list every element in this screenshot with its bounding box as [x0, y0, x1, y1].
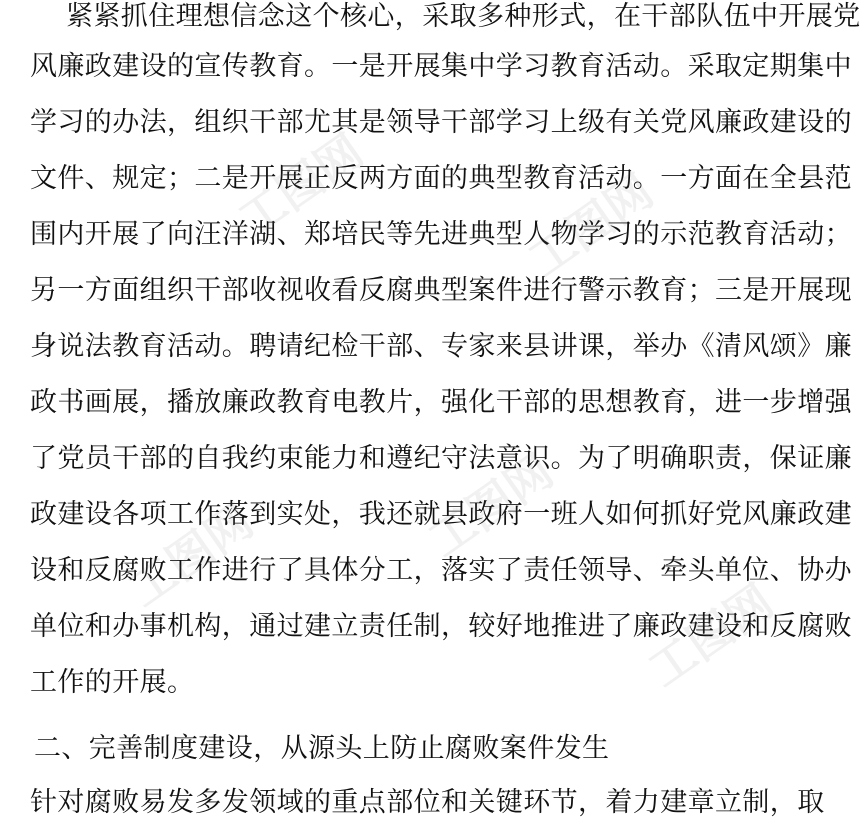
watermark-logo: 工图网 [418, 443, 563, 568]
paragraph-line: 围内开展了向汪洋湖、郑培民等先进典型人物学习的示范教育活动； [30, 219, 852, 250]
section-heading: 二、完善制度建设，从源头上防止腐败案件发生 [34, 733, 610, 764]
watermark-logo: 工图网 [118, 493, 263, 618]
paragraph-last-line: 工作的开展。 [30, 667, 195, 698]
paragraph-line: 政书画展，播放廉政教育电教片，强化干部的思想教育，进一步增强 [30, 387, 852, 418]
paragraph-line-cut: 针对腐败易发多发领域的重点部位和关键环节，着力建章立制，取 [30, 787, 825, 818]
paragraph-line: 设和反腐败工作进行了具体分工，落实了责任领导、牵头单位、协办 [30, 555, 852, 586]
paragraph-line: 文件、规定；二是开展正反两方面的典型教育活动。一方面在全县范 [30, 163, 852, 194]
paragraph-line: 身说法教育活动。聘请纪检干部、专家来县讲课，举办《清风颂》廉 [30, 331, 852, 362]
watermark-logo: 工图网 [518, 163, 663, 288]
paragraph-line: 政建设各项工作落到实处，我还就县政府一班人如何抓好党风廉政建 [30, 499, 852, 530]
paragraph-line: 风廉政建设的宣传教育。一是开展集中学习教育活动。采取定期集中 [30, 51, 852, 82]
paragraph-line: 另一方面组织干部收视收看反腐典型案件进行警示教育；三是开展现 [30, 275, 852, 306]
watermark-logo: 工图网 [638, 573, 783, 698]
paragraph-line: 了党员干部的自我约束能力和遵纪守法意识。为了明确职责，保证廉 [30, 443, 852, 474]
paragraph-line: 学习的办法，组织干部尤其是领导干部学习上级有关党风廉政建设的 [30, 107, 852, 138]
watermark-logo: 工图网 [228, 123, 373, 248]
paragraph-line: 紧紧抓住理想信念这个核心，采取多种形式，在干部队伍中开展党 [66, 1, 861, 32]
paragraph-line: 单位和办事机构，通过建立责任制，较好地推进了廉政建设和反腐败 [30, 611, 852, 642]
